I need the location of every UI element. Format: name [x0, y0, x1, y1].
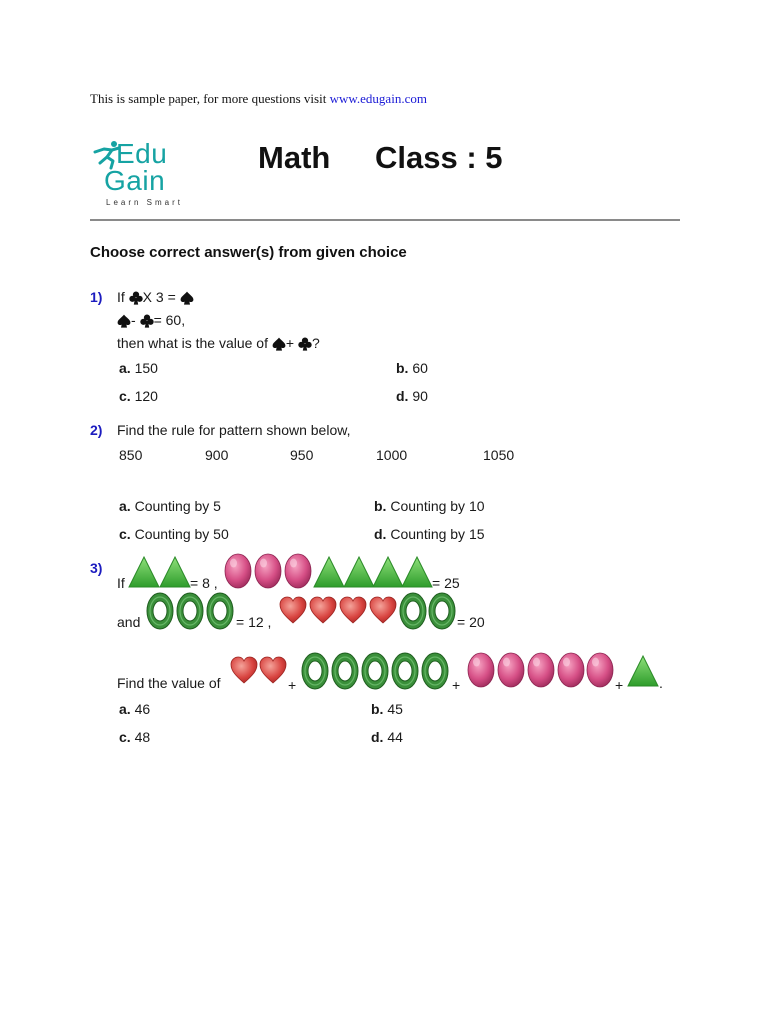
q3-row1-eq2: = 25	[432, 575, 460, 591]
triangle-icon	[401, 556, 433, 588]
option-letter: d.	[371, 729, 384, 745]
option-text: Counting by 5	[134, 498, 221, 514]
option-text: Counting by 15	[390, 526, 485, 542]
pink-ball-icon	[224, 553, 252, 589]
triangle-icon	[372, 556, 404, 588]
club-icon	[298, 337, 312, 351]
green-ring-icon	[391, 652, 419, 690]
q1-minus-text: -	[131, 312, 136, 328]
q3-option-a[interactable]	[119, 701, 150, 717]
q1-option-d[interactable]	[396, 388, 428, 404]
edugain-logo	[92, 139, 202, 211]
option-letter: a.	[119, 360, 131, 376]
q1-line-2	[117, 312, 185, 328]
pink-ball-icon	[586, 652, 614, 688]
q1-line-3	[117, 335, 320, 351]
pink-ball-icon	[467, 652, 495, 688]
option-letter: d.	[374, 526, 387, 542]
heart-icon	[230, 656, 258, 684]
subject-title: Math	[258, 140, 331, 175]
triangle-icon	[627, 655, 659, 687]
club-icon	[140, 314, 154, 328]
q1-option-c[interactable]	[119, 388, 158, 404]
option-text: Counting by 50	[134, 526, 229, 542]
sample-paper-note	[90, 91, 427, 107]
pink-ball-icon	[527, 652, 555, 688]
pink-ball-icon	[497, 652, 525, 688]
q1-option-a[interactable]	[119, 360, 158, 376]
option-letter: c.	[119, 388, 131, 404]
green-ring-icon	[399, 592, 427, 630]
triangle-icon	[313, 556, 345, 588]
header-divider	[90, 219, 680, 221]
option-letter: b.	[396, 360, 409, 376]
q3-and-text: and	[117, 614, 141, 630]
q2-sequence-item: 950	[290, 447, 314, 463]
green-ring-icon	[421, 652, 449, 690]
option-text: 90	[412, 388, 428, 404]
question-3-number: 3)	[90, 560, 103, 576]
q2-sequence-item: 1000	[376, 447, 408, 463]
spade-icon	[180, 291, 194, 305]
option-letter: c.	[119, 729, 131, 745]
question-1-number: 1)	[90, 289, 103, 305]
pink-ball-icon	[284, 553, 312, 589]
q3-if-text: If	[117, 575, 125, 591]
logo-tagline: Learn Smart	[106, 198, 184, 207]
q3-row2-eq2: = 20	[457, 614, 485, 630]
green-ring-icon	[331, 652, 359, 690]
option-text: 48	[134, 729, 151, 745]
class-title: Class : 5	[375, 140, 503, 175]
heart-icon	[369, 596, 397, 624]
option-letter: a.	[119, 498, 131, 514]
q3-row1-eq1: = 8 ,	[190, 575, 218, 591]
q2-prompt: Find the rule for pattern shown below,	[117, 422, 351, 438]
instruction-heading: Choose correct answer(s) from given choice	[90, 244, 407, 261]
q2-sequence-item: 1050	[483, 447, 515, 463]
option-text: 44	[387, 729, 403, 745]
option-text: 45	[387, 701, 403, 717]
club-icon	[129, 291, 143, 305]
option-text: 150	[134, 360, 158, 376]
green-ring-icon	[361, 652, 389, 690]
pink-ball-icon	[557, 652, 585, 688]
question-2-number: 2)	[90, 422, 103, 438]
heart-icon	[279, 596, 307, 624]
q1-question-text: then what is the value of	[117, 335, 268, 351]
q3-find-text: Find the value of	[117, 675, 221, 691]
q1-option-b[interactable]	[396, 360, 428, 376]
note-text: This is sample paper, for more questions visit	[90, 91, 327, 106]
q3-plus-2: +	[452, 677, 461, 693]
edugain-link[interactable]: www.edugain.com	[329, 91, 427, 106]
spade-icon	[272, 337, 286, 351]
triangle-icon	[343, 556, 375, 588]
q2-option-c[interactable]	[119, 526, 229, 542]
q1-if-text: If	[117, 289, 125, 305]
q3-option-d[interactable]	[371, 729, 403, 745]
q2-option-a[interactable]	[119, 498, 221, 514]
q1-qmark-text: ?	[311, 335, 320, 351]
option-text: Counting by 10	[390, 498, 485, 514]
q3-plus-1: +	[288, 677, 297, 693]
triangle-icon	[159, 556, 191, 588]
heart-icon	[339, 596, 367, 624]
option-text: 120	[134, 388, 158, 404]
q1-line-1	[117, 289, 194, 305]
green-ring-icon	[206, 592, 234, 630]
q3-end-dot: .	[659, 675, 663, 691]
logo-word-gain: Gain	[104, 165, 166, 196]
q3-row2-eq1: = 12 ,	[236, 614, 272, 630]
q3-plus-3: +	[615, 677, 624, 693]
q2-sequence-item: 900	[205, 447, 229, 463]
green-ring-icon	[146, 592, 174, 630]
q1-plus-text: +	[285, 335, 295, 351]
option-letter: b.	[374, 498, 387, 514]
option-letter: d.	[396, 388, 409, 404]
q1-times-text: X 3 =	[142, 289, 176, 305]
q2-option-d[interactable]	[374, 526, 485, 542]
option-text: 60	[412, 360, 428, 376]
q2-sequence-item: 850	[119, 447, 143, 463]
option-letter: c.	[119, 526, 131, 542]
q3-option-c[interactable]	[119, 729, 150, 745]
pink-ball-icon	[254, 553, 282, 589]
q2-option-b[interactable]	[374, 498, 485, 514]
green-ring-icon	[428, 592, 456, 630]
spade-icon	[117, 314, 131, 328]
option-text: 46	[134, 701, 151, 717]
heart-icon	[259, 656, 287, 684]
logo-word-edu: Edu	[116, 138, 168, 169]
option-letter: b.	[371, 701, 384, 717]
green-ring-icon	[176, 592, 204, 630]
q1-equals-text: = 60,	[153, 312, 186, 328]
triangle-icon	[128, 556, 160, 588]
q3-option-b[interactable]	[371, 701, 403, 717]
option-letter: a.	[119, 701, 131, 717]
green-ring-icon	[301, 652, 329, 690]
heart-icon	[309, 596, 337, 624]
